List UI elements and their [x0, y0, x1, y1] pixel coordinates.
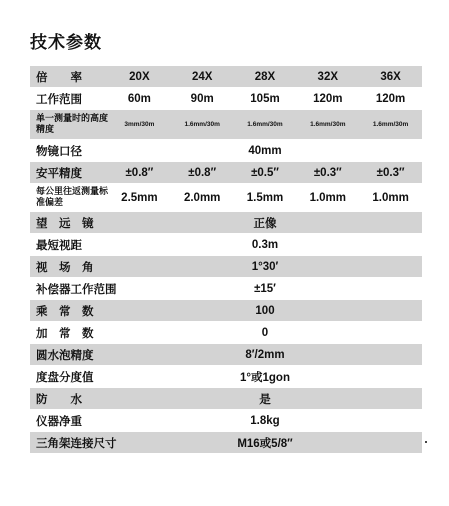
row-cell: ±0.5″	[251, 166, 279, 179]
row-cell: 100	[255, 304, 275, 317]
row-label: 物镜口径	[36, 143, 82, 158]
row-label: 工作范围	[36, 91, 82, 106]
row-cell: 1.0mm	[309, 191, 346, 204]
stray-dot	[425, 441, 427, 443]
table-row	[30, 234, 422, 256]
row-cell: 1.6mm/30m	[247, 121, 283, 128]
table-row	[30, 140, 422, 162]
row-cell: 60m	[127, 92, 151, 105]
table-row	[30, 432, 422, 454]
row-label: 补偿器工作范围	[36, 281, 117, 296]
header-cell: 32X	[317, 70, 339, 83]
row-cell: 2.5mm	[121, 191, 158, 204]
row-cell: 1.5mm	[246, 191, 284, 204]
row-cell: 1.6mm/30m	[372, 121, 409, 128]
table-row	[30, 88, 422, 110]
header-cell: 20X	[129, 70, 150, 83]
row-label: 望 远 镜	[36, 215, 94, 230]
row-cell: ±0.3″	[313, 166, 342, 179]
row-label: 安平精度	[36, 165, 82, 180]
table-row	[30, 388, 422, 410]
row-cell: 1°或1gon	[240, 371, 290, 384]
table-row	[30, 184, 422, 212]
row-label: 加 常 数	[36, 325, 94, 340]
row-cell: 2.0mm	[183, 191, 221, 204]
row-cell: 0.3m	[251, 238, 279, 251]
row-cell: 1.6mm/30m	[184, 121, 220, 128]
table-header-row	[30, 66, 422, 88]
row-cell: 105m	[250, 92, 280, 105]
table-row	[30, 344, 422, 366]
row-cell: ±15′	[254, 282, 276, 295]
page-title: 技术参数	[30, 33, 102, 53]
row-label: 最短视距	[36, 237, 82, 252]
row-label: 仪器净重	[36, 413, 82, 428]
row-cell: 1.8kg	[250, 414, 280, 427]
row-label: 乘 常 数	[36, 303, 94, 318]
row-cell: ±0.8″	[125, 166, 154, 179]
table-row	[30, 162, 422, 184]
row-cell: 1°30′	[251, 260, 279, 273]
row-label: 防 水	[36, 391, 82, 406]
row-label: 度盘分度值	[36, 369, 94, 384]
row-label: 视 场 角	[36, 259, 94, 274]
table-row	[30, 410, 422, 432]
table-row	[30, 256, 422, 278]
row-label: 单一测量时的高度精度	[36, 113, 109, 135]
row-cell: 0	[261, 326, 269, 339]
header-label: 倍 率	[36, 69, 82, 84]
table-row	[30, 212, 422, 234]
table-row	[30, 322, 422, 344]
row-cell: 8′/2mm	[245, 348, 285, 361]
row-cell: ±0.3″	[376, 166, 405, 179]
row-cell: 120m	[313, 92, 343, 105]
table-row	[30, 366, 422, 388]
table-row	[30, 300, 422, 322]
row-label: 三角架连接尺寸	[36, 435, 117, 450]
row-cell: 120m	[375, 92, 406, 105]
row-label: 圆水泡精度	[36, 347, 94, 362]
table-row	[30, 278, 422, 300]
row-cell: 40mm	[248, 144, 282, 157]
row-cell: 1.0mm	[372, 191, 409, 204]
row-cell: ±0.8″	[188, 166, 217, 179]
row-cell: 90m	[190, 92, 214, 105]
header-cell: 36X	[380, 70, 401, 83]
row-cell: 是	[259, 393, 271, 406]
row-label: 每公里往返测量标准偏差	[36, 186, 109, 208]
table-row	[30, 110, 422, 140]
row-cell: 1.6mm/30m	[310, 121, 346, 128]
row-cell: 正像	[253, 217, 277, 230]
row-cell: M16或5/8″	[237, 437, 293, 450]
spec-table	[30, 66, 422, 454]
header-cell: 28X	[254, 70, 276, 83]
header-cell: 24X	[191, 70, 213, 83]
row-cell: 3mm/30m	[124, 121, 155, 128]
